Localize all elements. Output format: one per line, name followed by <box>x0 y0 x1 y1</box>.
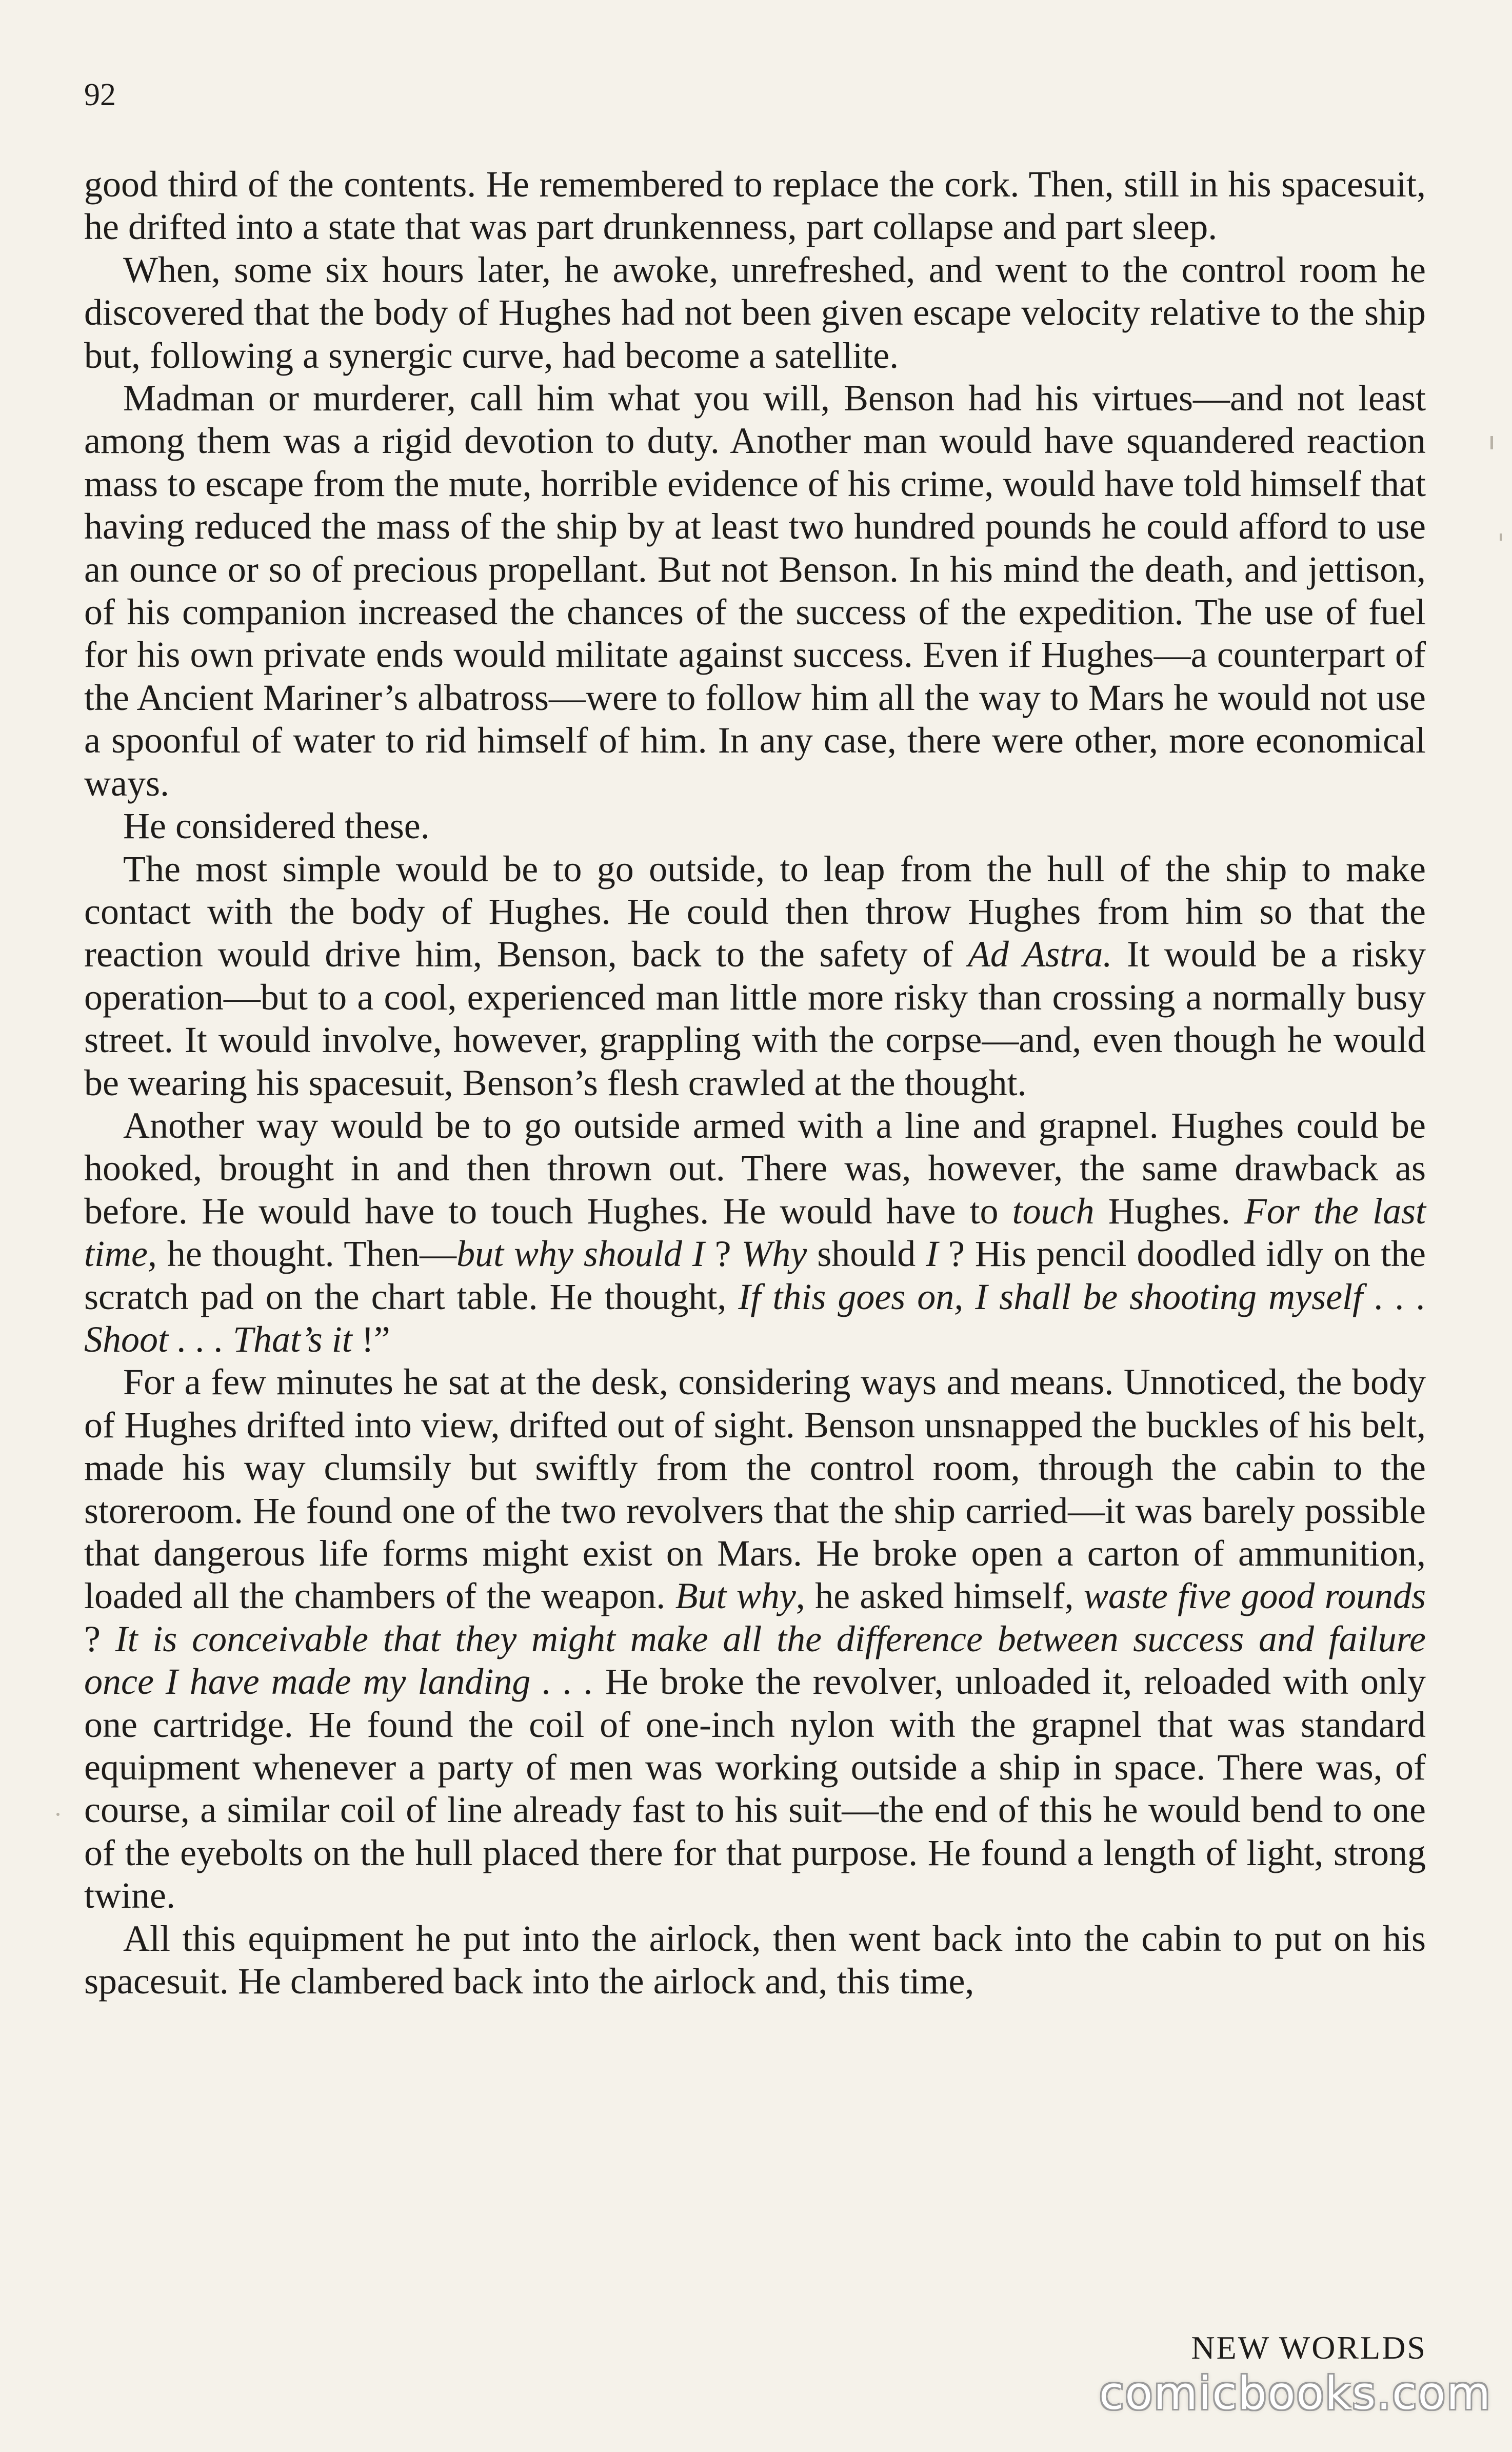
italic-text: waste five good rounds <box>1083 1575 1426 1617</box>
text-run: Madman or murderer, call him what you will, Benson had his virtues—and not least among them was a rigid devotion to duty. Another man would have squandered reaction mass to escape from the mute, horrible evidence of his crime, would have told himself that having reduced the mass of the ship by at least two hundred pounds he could afford to use an ounce or so of precious propellant. But not Benson. In his mind the death, and jettison, of his companion increased the chances of the success of the expedition. The use of fuel for his own private ends would militate against success. Even if Hughes—a counterpart of the Ancient Mariner’s albatross—were to follow him all the way to Mars he would not use a spoonful of water to rid himself of him. In any case, there were other, more economical ways. <box>84 378 1426 804</box>
italic-text: Ad Astra. <box>967 934 1112 975</box>
text-run: good third of the contents. He remembered to replace the cork. Then, still in his spacesuit, he drifted into a state that was part drunkenness, part collapse and part sleep. <box>84 164 1426 248</box>
text-run: , he asked himself, <box>795 1575 1084 1617</box>
italic-text: It is conceivable that they might make all the difference between success and failure once I have made my landing . . . <box>84 1618 1426 1703</box>
paragraph <box>84 377 1426 805</box>
margin-mark <box>1500 533 1502 541</box>
paragraph <box>84 1361 1426 1917</box>
paragraph <box>84 805 1426 847</box>
text-run: should <box>807 1233 926 1275</box>
text-run: He considered these. <box>123 805 430 847</box>
text-run: ? His pencil doodled idly on the scratch pad on the chart table. He thought, <box>84 1233 1426 1317</box>
text-run: He broke the revolver, unloaded it, reloaded with only one cartridge. He found the coil of one-inch nylon with the grapnel that was standard equipment whenever a party of men was working outside a ship in space. There was, of course, a similar coil of line already fast to his suit—the end of this he would bend to one of the eyebolts on the hull placed there for that purpose. He found a length of light, strong twine. <box>84 1661 1426 1916</box>
paragraph <box>84 848 1426 1104</box>
watermark-logo: comicbooks.com <box>1099 2367 1491 2420</box>
paragraph <box>84 1917 1426 2003</box>
text-run: Another way would be to go outside armed with a line and grapnel. Hughes could be hooked, brought in and then thrown out. There was, however, the same drawback as before. He would have to touch Hughes. He would have to <box>84 1104 1426 1232</box>
text-run: The most simple would be to go outside, to leap from the hull of the ship to make contact with the body of Hughes. He could then throw Hughes from him so that the reaction would drive him, Benson, back to the safety of <box>84 848 1426 975</box>
footer-magazine-title: NEW WORLDS <box>1191 2329 1427 2366</box>
italic-text: But why <box>675 1575 796 1617</box>
text-run: ? <box>704 1233 742 1275</box>
text-run: !” <box>352 1318 390 1360</box>
margin-mark <box>1490 436 1493 449</box>
page-number: 92 <box>84 77 116 112</box>
text-run: ? <box>84 1618 115 1659</box>
text-run: For a few minutes he sat at the desk, considering ways and means. Unnoticed, the body of Hughes drifted into view, drifted out of sight. Benson unsnapped the buckles of his belt, made his way clumsily but swiftly from the control room, through the cabin to the storeroom. He found one of the two revolvers that the ship carried—it was barely possible that dangerous life forms might exist on Mars. He broke open a carton of ammunition, loaded all the chambers of the weapon. <box>84 1361 1426 1617</box>
italic-text: For the last time <box>84 1190 1426 1275</box>
italic-text: touch <box>1012 1190 1095 1232</box>
italic-text: Why <box>741 1233 807 1275</box>
italic-text: I <box>926 1233 939 1275</box>
text-run: When, some six hours later, he awoke, unrefreshed, and went to the control room he discovered that the body of Hughes had not been given escape velocity relative to the ship but, following a synergic curve, had become a satellite. <box>84 249 1426 376</box>
italic-text: If this goes on, I shall be shooting myself . . . Shoot . . . That’s it <box>84 1276 1426 1360</box>
paragraph <box>84 249 1426 377</box>
text-run: , he thought. Then— <box>147 1233 457 1275</box>
italic-text: but why should I <box>456 1233 705 1275</box>
text-run: All this equipment he put into the airlock, then went back into the cabin to put on his spacesuit. He clambered back into the airlock and, this time, <box>84 1917 1426 2002</box>
text-run: It would be a risky operation—but to a cool, experienced man little more risky than crossing a normally busy street. It would involve, however, grappling with the corpse—and, even though he would be wearing his spacesuit, Benson’s flesh crawled at the thought. <box>84 934 1426 1103</box>
margin-mark <box>56 1813 59 1816</box>
text-run: Hughes. <box>1094 1190 1244 1232</box>
story-text <box>84 163 1426 2003</box>
paragraph <box>84 163 1426 249</box>
paragraph <box>84 1104 1426 1361</box>
